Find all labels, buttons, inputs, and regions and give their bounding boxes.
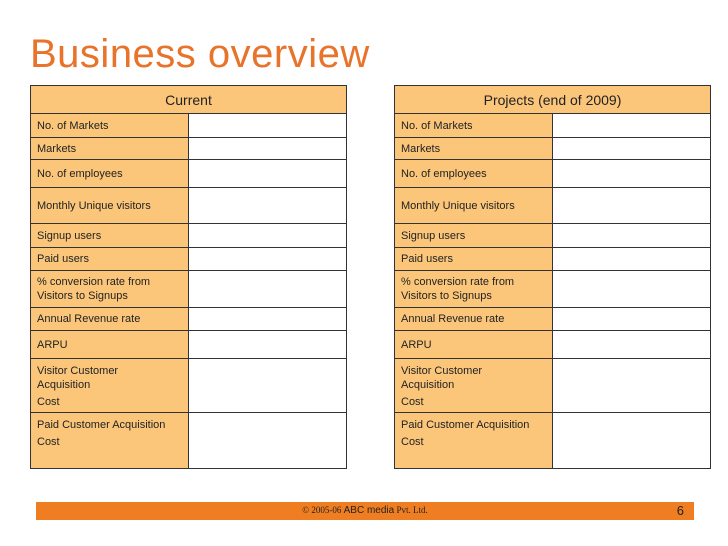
row-label-paid-users: Paid users: [31, 248, 189, 271]
page-number: 6: [676, 503, 684, 518]
value-cell[interactable]: [553, 331, 711, 359]
value-cell[interactable]: [553, 224, 711, 248]
value-cell[interactable]: [189, 359, 347, 413]
row-label-markets-count: No. of Markets: [31, 114, 189, 138]
current-table-header: Current: [31, 86, 347, 114]
value-cell[interactable]: [553, 188, 711, 224]
row-label-paid-users: Paid users: [395, 248, 553, 271]
brand-name: ABC media: [343, 505, 395, 516]
row-label-employees: No. of employees: [395, 160, 553, 188]
row-label-annual-revenue-rate: Annual Revenue rate: [395, 308, 553, 331]
value-cell[interactable]: [553, 160, 711, 188]
row-label-markets: Markets: [31, 138, 189, 160]
row-label-visitor-acquisition-cost: Visitor Customer Acquisition Cost: [31, 359, 189, 413]
value-cell[interactable]: [553, 413, 711, 469]
row-label-conversion-rate: % conversion rate from Visitors to Signups: [395, 271, 553, 308]
value-cell[interactable]: [189, 224, 347, 248]
row-label-paid-acquisition-cost: Paid Customer Acquisition Cost: [395, 413, 553, 469]
row-label-paid-acquisition-cost: Paid Customer Acquisition Cost: [31, 413, 189, 469]
value-cell[interactable]: [189, 331, 347, 359]
value-cell[interactable]: [553, 114, 711, 138]
row-label-employees: No. of employees: [31, 160, 189, 188]
value-cell[interactable]: [189, 248, 347, 271]
row-label-visitor-acquisition-cost: Visitor Customer Acquisition Cost: [395, 359, 553, 413]
row-label-signup-users: Signup users: [31, 224, 189, 248]
page-title: Business overview: [30, 32, 370, 76]
row-label-monthly-unique-visitors: Monthly Unique visitors: [31, 188, 189, 224]
value-cell[interactable]: [189, 160, 347, 188]
footer-bar: [36, 502, 694, 520]
row-label-monthly-unique-visitors: Monthly Unique visitors: [395, 188, 553, 224]
value-cell[interactable]: [189, 271, 347, 308]
projects-table-header: Projects (end of 2009): [395, 86, 711, 114]
value-cell[interactable]: [189, 413, 347, 469]
value-cell[interactable]: [553, 138, 711, 160]
copyright-text: © 2005-06 ABC media Pvt. Ltd.: [302, 505, 428, 516]
row-label-conversion-rate: % conversion rate from Visitors to Signups: [31, 271, 189, 308]
row-label-markets: Markets: [395, 138, 553, 160]
value-cell[interactable]: [553, 308, 711, 331]
value-cell[interactable]: [553, 359, 711, 413]
row-label-arpu: ARPU: [31, 331, 189, 359]
row-label-arpu: ARPU: [395, 331, 553, 359]
value-cell[interactable]: [189, 114, 347, 138]
projects-table: [394, 85, 711, 469]
current-table: [30, 85, 347, 469]
value-cell[interactable]: [189, 188, 347, 224]
value-cell[interactable]: [189, 308, 347, 331]
row-label-markets-count: No. of Markets: [395, 114, 553, 138]
value-cell[interactable]: [189, 138, 347, 160]
row-label-signup-users: Signup users: [395, 224, 553, 248]
value-cell[interactable]: [553, 248, 711, 271]
value-cell[interactable]: [553, 271, 711, 308]
row-label-annual-revenue-rate: Annual Revenue rate: [31, 308, 189, 331]
